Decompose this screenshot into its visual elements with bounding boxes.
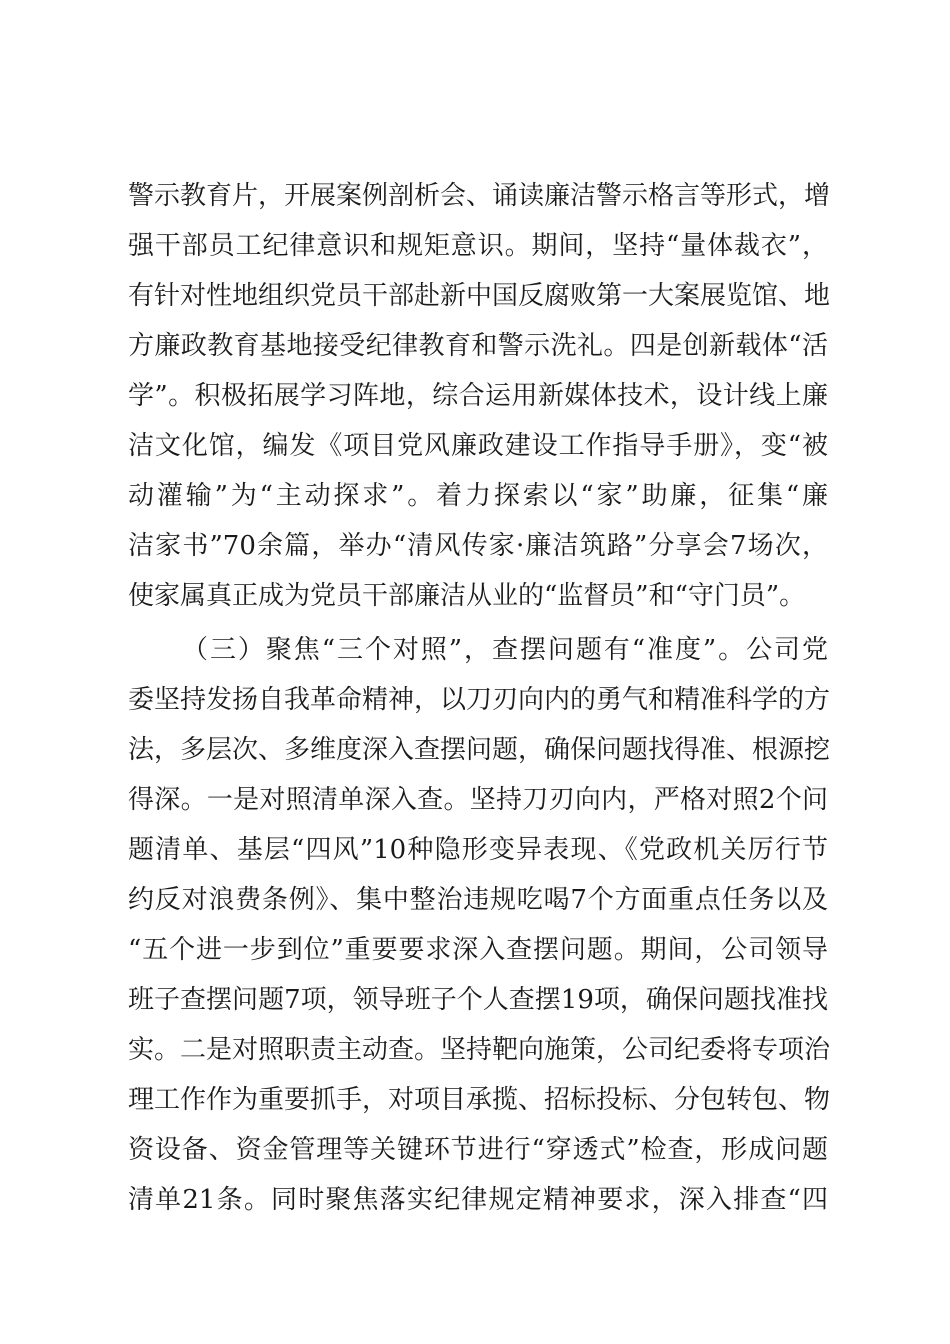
body-text-line: 委坚持发扬自我革命精神，以刀刃向内的勇气和精准科学的方 <box>128 685 831 715</box>
body-text-line: 方廉政教育基地接受纪律教育和警示洗礼。四是创新载体“活 <box>128 331 828 361</box>
body-text-line: 强干部员工纪律意识和规矩意识。期间，坚持“量体裁衣”， <box>128 231 828 261</box>
body-text-line: 洁家书”70余篇，举办“清风传家·廉洁筑路”分享会7场次， <box>128 531 828 561</box>
body-text-line: 理工作作为重要抓手，对项目承揽、招标投标、分包转包、物 <box>128 1085 831 1115</box>
body-text-line: 约反对浪费条例》、集中整治违规吃喝7个方面重点任务以及 <box>128 885 828 915</box>
body-text-line: “五个进一步到位”重要要求深入查摆问题。期间，公司领导 <box>128 935 828 965</box>
body-text-line: 题清单、基层“四风”10种隐形变异表现、《党政机关厉行节 <box>128 835 828 865</box>
section-heading-line: （三）聚焦“三个对照”，查摆问题有“准度”。公司党 <box>182 635 828 665</box>
body-text-line: 洁文化馆，编发《项目党风廉政建设工作指导手册》，变“被 <box>128 431 828 461</box>
body-text-line: 学”。积极拓展学习阵地，综合运用新媒体技术，设计线上廉 <box>128 381 828 411</box>
body-text-line: 实。二是对照职责主动查。坚持靶向施策，公司纪委将专项治 <box>128 1035 831 1065</box>
body-text-line: 法，多层次、多维度深入查摆问题，确保问题找得准、根源挖 <box>128 735 831 765</box>
body-text-line: 警示教育片，开展案例剖析会、诵读廉洁警示格言等形式，增 <box>128 181 831 211</box>
body-text-line: 资设备、资金管理等关键环节进行“穿透式”检查，形成问题 <box>128 1135 828 1165</box>
body-text-line: 有针对性地组织党员干部赴新中国反腐败第一大案展览馆、地 <box>128 281 831 311</box>
body-text-line: 得深。一是对照清单深入查。坚持刀刃向内，严格对照2个问 <box>128 785 828 815</box>
body-text-line: 清单21条。同时聚焦落实纪律规定精神要求，深入排查“四 <box>128 1185 828 1215</box>
body-text-line: 班子查摆问题7项，领导班子个人查摆19项，确保问题找准找 <box>128 985 828 1015</box>
paragraph-last-line: 使家属真正成为党员干部廉洁从业的“监督员”和“守门员”。 <box>128 581 806 611</box>
body-text-line: 动灌输”为“主动探求”。着力探索以“家”助廉，征集“廉 <box>128 481 828 511</box>
